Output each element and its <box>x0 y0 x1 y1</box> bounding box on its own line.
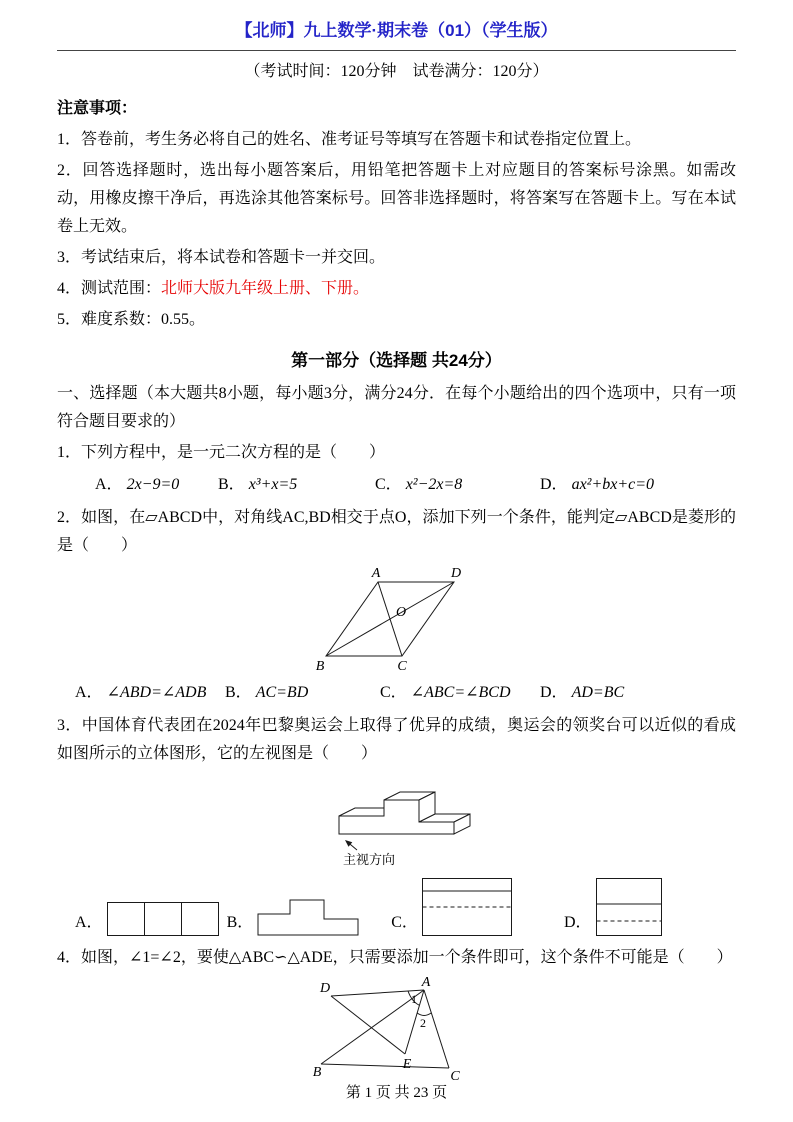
q3-option-d-figure <box>596 878 662 936</box>
q2-stem: 2．如图，在▱ABCD中，对角线AC,BD相交于点O，添加下列一个条件，能判定▱ABCD是菱形的是（ ） <box>57 509 736 554</box>
q2-option-c-math: ∠ABC=∠BCD <box>410 684 511 701</box>
q3-option-d-label: D． <box>563 914 592 931</box>
q3-option-a-figure <box>107 902 219 936</box>
notice-heading: 注意事项： <box>57 100 138 117</box>
q2-option-a <box>75 678 225 708</box>
three-squares-shape <box>107 903 218 936</box>
q2-option-c <box>380 678 540 708</box>
q2-point-o-label: O <box>396 605 407 620</box>
q4-vertex-c-label: C <box>450 1069 460 1082</box>
q1-stem: 1．下列方程中，是一元二次方程的是（ ） <box>57 444 386 461</box>
notice-item-5: 5．难度系数：0.55。 <box>57 311 206 328</box>
q1-option-c-label: C． <box>375 476 402 493</box>
notice-item-1: 1．答卷前，考生务必将自己的姓名、准考证号等填写在答题卡和试卷指定位置上。 <box>57 131 642 148</box>
q2-options <box>57 678 736 708</box>
q3-option-a-label: A． <box>75 914 103 931</box>
q2-option-a-label: A． <box>75 684 103 701</box>
q1-option-d-math: ax²+bx+c=0 <box>571 476 655 493</box>
q3-figure-wrap <box>57 772 736 868</box>
notice-item-3: 3．考试结束后，将本试卷和答题卡一并交回。 <box>57 249 386 266</box>
q4-vertex-d-label: D <box>319 981 331 996</box>
document-title: 【北师】九上数学·期末卷（01）（学生版） <box>235 21 558 40</box>
q2-option-b-label: B． <box>225 684 252 701</box>
q3-option-b-figure <box>257 896 359 936</box>
q2-vertex-b-label: B <box>315 659 325 674</box>
q4-triangle-figure <box>309 976 484 1082</box>
q2-option-b <box>225 678 380 708</box>
q3-stem: 3．中国体育代表团在2024年巴黎奥运会上取得了优异的成绩，奥运会的领奖台可以近似的看成如图所示的立体图形，它的左视图是（ ） <box>57 717 736 762</box>
q1-option-a <box>95 470 218 500</box>
page-footer: 第 1 页 共 23 页 <box>345 1085 448 1101</box>
notice-item-2: 2．回答选择题时，选出每小题答案后，用铅笔把答题卡上对应题目的答案标号涂黑。如需改动，用橡皮擦干净后，再选涂其他答案标号。回答非选择题时，将答案写在答题卡上。写在本试卷上无效。 <box>57 162 736 235</box>
notice-item-4-highlight: 北师大版九年级上册、下册。 <box>161 280 370 297</box>
q3-option-b <box>227 896 360 936</box>
q4-vertex-b-label: B <box>312 1065 322 1080</box>
q3-option-c-label: C． <box>391 914 418 931</box>
triangles-shape <box>321 990 449 1068</box>
q2-vertex-a-label: A <box>371 566 381 581</box>
q3-option-a <box>75 902 219 936</box>
q2-vertex-c-label: C <box>397 659 407 674</box>
q4-stem: 4．如图，∠1=∠2，要使△ABC∽△ADE，只需要添加一个条件即可，这个条件不可能是（ ） <box>57 949 733 966</box>
part1-heading: 第一部分（选择题 共24分） <box>291 351 502 370</box>
q2-option-c-label: C． <box>380 684 407 701</box>
podium-shape <box>339 792 470 834</box>
q4-angle-1-label: 1 <box>411 992 417 1006</box>
rect-with-lines-shape <box>596 879 661 936</box>
notice-section <box>57 95 736 334</box>
parallelogram-shape <box>326 582 454 656</box>
q2-parallelogram-figure <box>304 564 489 676</box>
q4-angle-2-label: 2 <box>420 1016 426 1030</box>
q2-vertex-d-label: D <box>450 566 462 581</box>
q2-figure-wrap <box>57 564 736 676</box>
q1-option-b <box>218 470 375 500</box>
header-divider <box>57 50 736 51</box>
q2-option-d <box>540 678 624 708</box>
q3-options <box>57 878 736 936</box>
notice-item-4 <box>57 275 736 303</box>
q2-option-a-math: ∠ABD=∠ADB <box>106 684 207 701</box>
q3-podium-figure <box>309 772 484 868</box>
q2-option-d-label: D． <box>540 684 568 701</box>
q1-option-b-math: x³+x=5 <box>248 476 298 493</box>
q4-vertex-a-label: A <box>421 976 431 990</box>
q1-option-d-label: D． <box>540 476 568 493</box>
q2-option-b-math: AC=BD <box>255 684 309 701</box>
q1-option-a-math: 2x−9=0 <box>126 476 180 493</box>
q1-option-a-label: A． <box>95 476 123 493</box>
q3-option-d <box>564 878 662 936</box>
q1-option-b-label: B． <box>218 476 245 493</box>
view-direction-arrow <box>345 840 357 850</box>
q4-vertex-e-label: E <box>402 1057 412 1072</box>
q2-option-d-math: AD=BC <box>571 684 625 701</box>
q3-option-c <box>391 878 512 936</box>
q1-option-c-math: x²−2x=8 <box>405 476 463 493</box>
step-shape <box>258 900 358 935</box>
section1-intro: 一、选择题（本大题共8小题，每小题3分，满分24分．在每个小题给出的四个选项中，只有一项符合题目要求的） <box>57 385 736 430</box>
q3-option-c-figure <box>422 878 512 936</box>
q1-option-c <box>375 470 540 500</box>
exam-info-line: （考试时间：120分钟 试卷满分：120分） <box>244 63 549 80</box>
q1-option-d <box>540 470 654 500</box>
view-direction-caption: 主视方向 <box>342 852 396 867</box>
q3-option-b-label: B． <box>226 914 254 931</box>
notice-item-4-prefix: 4．测试范围： <box>57 280 162 297</box>
q4-figure-wrap <box>57 976 736 1082</box>
q1-options <box>57 470 736 500</box>
rect-with-lines-shape <box>422 879 511 936</box>
